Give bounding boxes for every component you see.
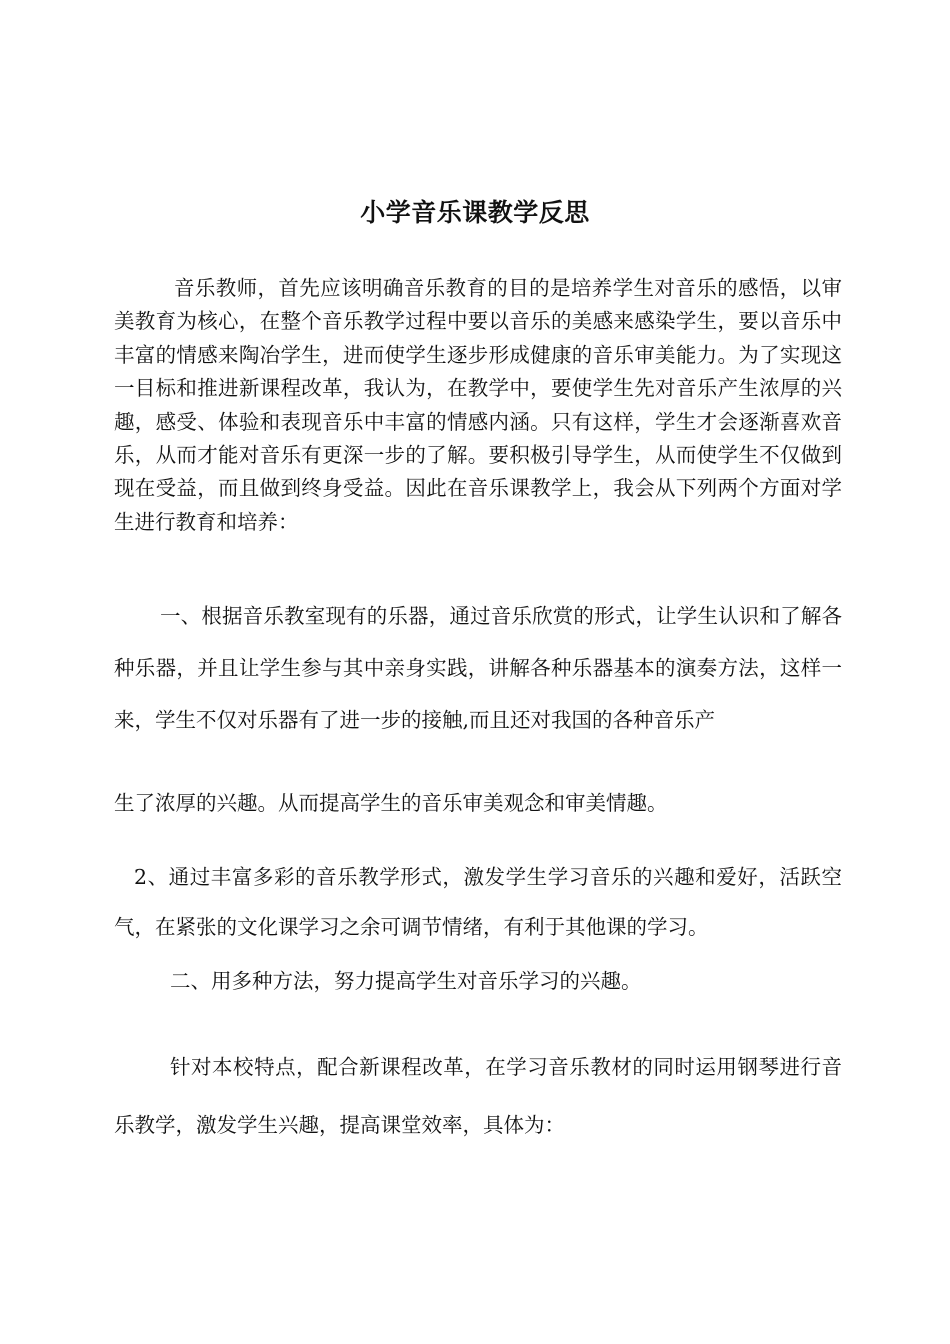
document-title: 小学音乐课教学反思 <box>360 198 590 227</box>
paragraph-point-two: 2、通过丰富多彩的音乐教学形式，激发学生学习音乐的兴趣和爱好，活跃空气，在紧张的文化课学习之余可调节情绪，有利于其他课的学习。 <box>114 865 842 939</box>
paragraph-point-one-continued: 生了浓厚的兴趣。从而提高学生的音乐审美观念和审美情趣。 <box>114 791 668 815</box>
paragraph-piano-teaching: 针对本校特点，配合新课程改革，在学习音乐教材的同时运用钢琴进行音乐教学，激发学生兴趣，提高课堂效率，具体为： <box>114 1055 842 1137</box>
paragraph-intro: 音乐教师，首先应该明确音乐教育的目的是培养学生对音乐的感悟，以审美教育为核心，在整个音乐教学过程中要以音乐的美感来感染学生，要以音乐中丰富的情感来陶冶学生，进而使学生逐步形成健康的音乐审美能力。为了实现这一目标和推进新课程改革，我认为，在教学中，要使学生先对音乐产生浓厚的兴趣，感受、体验和表现音乐中丰富的情感内涵。只有这样，学生才会逐渐喜欢音乐，从而才能对音乐有更深一步的了解。要积极引导学生，从而使学生不仅做到现在受益，而且做到终身受益。因此在音乐课教学上，我会从下列两个方面对学生进行教育和培养： <box>114 276 842 534</box>
paragraph-point-one: 一、根据音乐教室现有的乐器，通过音乐欣赏的形式，让学生认识和了解各种乐器，并且让学生参与其中亲身实践，讲解各种乐器基本的演奏方法，这样一来，学生不仅对乐器有了进一步的接触,而且还对我国的各种音乐产 <box>114 604 842 732</box>
section-heading-two: 二、用多种方法，努力提高学生对音乐学习的兴趣。 <box>170 969 642 993</box>
